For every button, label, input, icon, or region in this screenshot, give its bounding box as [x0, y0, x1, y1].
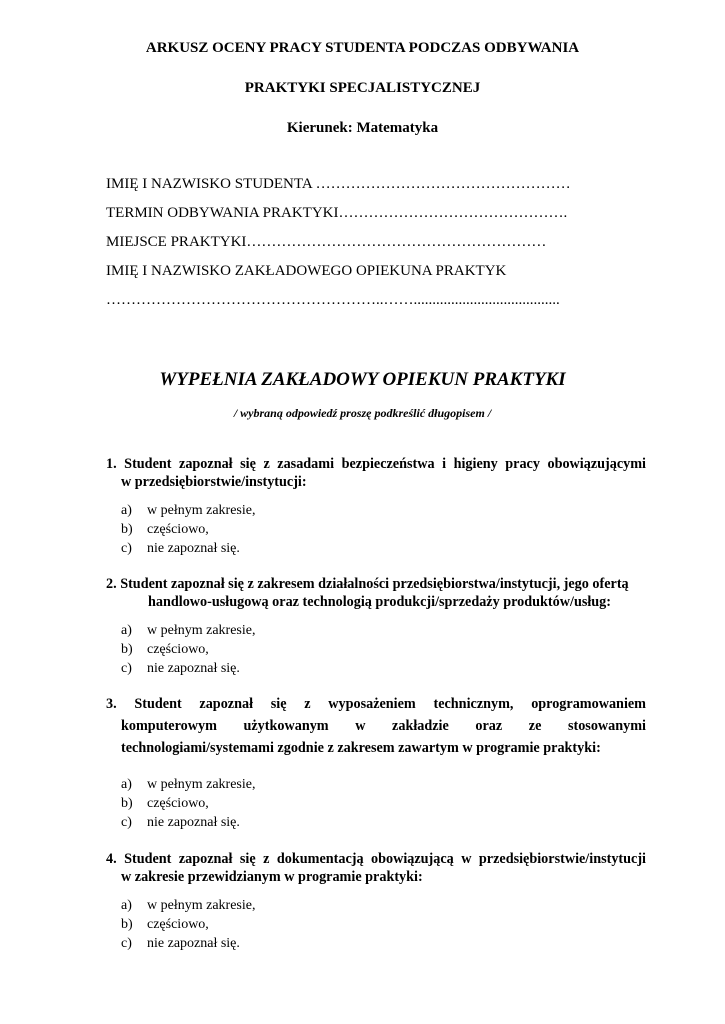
document-title-line-2: PRAKTYKI SPECJALISTYCZNEJ: [244, 80, 481, 96]
option-letter: b): [121, 796, 133, 811]
question-3-line-1: 3. Student zapoznał się z wyposażeniem technicznym, oprogramowaniem: [106, 696, 646, 712]
question-2-line-1: 2. Student zapoznał się z zakresem działalności przedsiębiorstwa/instytucji, jego ofertą: [106, 576, 629, 592]
option-text: nie zapoznał się.: [147, 936, 240, 951]
option-text: nie zapoznał się.: [147, 541, 240, 556]
option-text: w pełnym zakresie,: [147, 623, 256, 638]
section-title: WYPEŁNIA ZAKŁADOWY OPIEKUN PRAKTYKI: [159, 369, 566, 390]
question-4-line-1: 4. Student zapoznał się z dokumentacją obowiązującą w przedsiębiorstwie/instytucji: [106, 851, 646, 867]
option-text: w pełnym zakresie,: [147, 898, 256, 913]
option-text: częściowo,: [147, 642, 209, 657]
option-text: częściowo,: [147, 796, 209, 811]
option-text: częściowo,: [147, 522, 209, 537]
option-letter: a): [121, 777, 132, 792]
section-instruction: / wybraną odpowiedź proszę podkreślić długopisem /: [233, 406, 492, 420]
option-text: w pełnym zakresie,: [147, 503, 256, 518]
internship-place-field[interactable]: MIEJSCE PRAKTYKI……………………………………………………: [106, 234, 547, 250]
option-letter: b): [121, 642, 133, 657]
option-letter: c): [121, 541, 132, 556]
question-1-line-2: w przedsiębiorstwie/instytucji:: [121, 474, 307, 490]
option-letter: b): [121, 522, 133, 537]
option-text: w pełnym zakresie,: [147, 777, 256, 792]
question-1-line-1: 1. Student zapoznał się z zasadami bezpieczeństwa i higieny pracy obowiązującymi: [106, 456, 646, 472]
option-text: częściowo,: [147, 917, 209, 932]
option-text: nie zapoznał się.: [147, 815, 240, 830]
option-letter: a): [121, 898, 132, 913]
internship-term-field[interactable]: TERMIN ODBYWANIA PRAKTYKI……………………………………….: [106, 205, 568, 221]
question-3-line-3: technologiami/systemami zgodnie z zakresem zawartym w programie praktyki:: [121, 740, 601, 756]
student-name-field[interactable]: IMIĘ I NAZWISKO STUDENTA ……………………………………………: [106, 176, 571, 192]
option-letter: c): [121, 936, 132, 951]
question-2-line-2: handlowo-usługową oraz technologią produkcji/sprzedaży produktów/usług:: [148, 594, 612, 610]
option-letter: c): [121, 661, 132, 676]
field-of-study: Kierunek: Matematyka: [286, 120, 439, 136]
supervisor-name-label: IMIĘ I NAZWISKO ZAKŁADOWEGO OPIEKUNA PRAKTYK: [106, 263, 507, 279]
option-letter: c): [121, 815, 132, 830]
supervisor-name-field[interactable]: ………………………………………………..…….......................................: [106, 292, 560, 308]
question-3-line-2: komputerowym użytkowanym w zakładzie oraz ze stosowanymi: [121, 718, 646, 734]
question-4-line-2: w zakresie przewidzianym w programie praktyki:: [121, 869, 423, 885]
option-letter: a): [121, 503, 132, 518]
document-title-line-1: ARKUSZ OCENY PRACY STUDENTA PODCZAS ODBYWANIA: [145, 40, 580, 56]
option-text: nie zapoznał się.: [147, 661, 240, 676]
option-letter: a): [121, 623, 132, 638]
option-letter: b): [121, 917, 133, 932]
